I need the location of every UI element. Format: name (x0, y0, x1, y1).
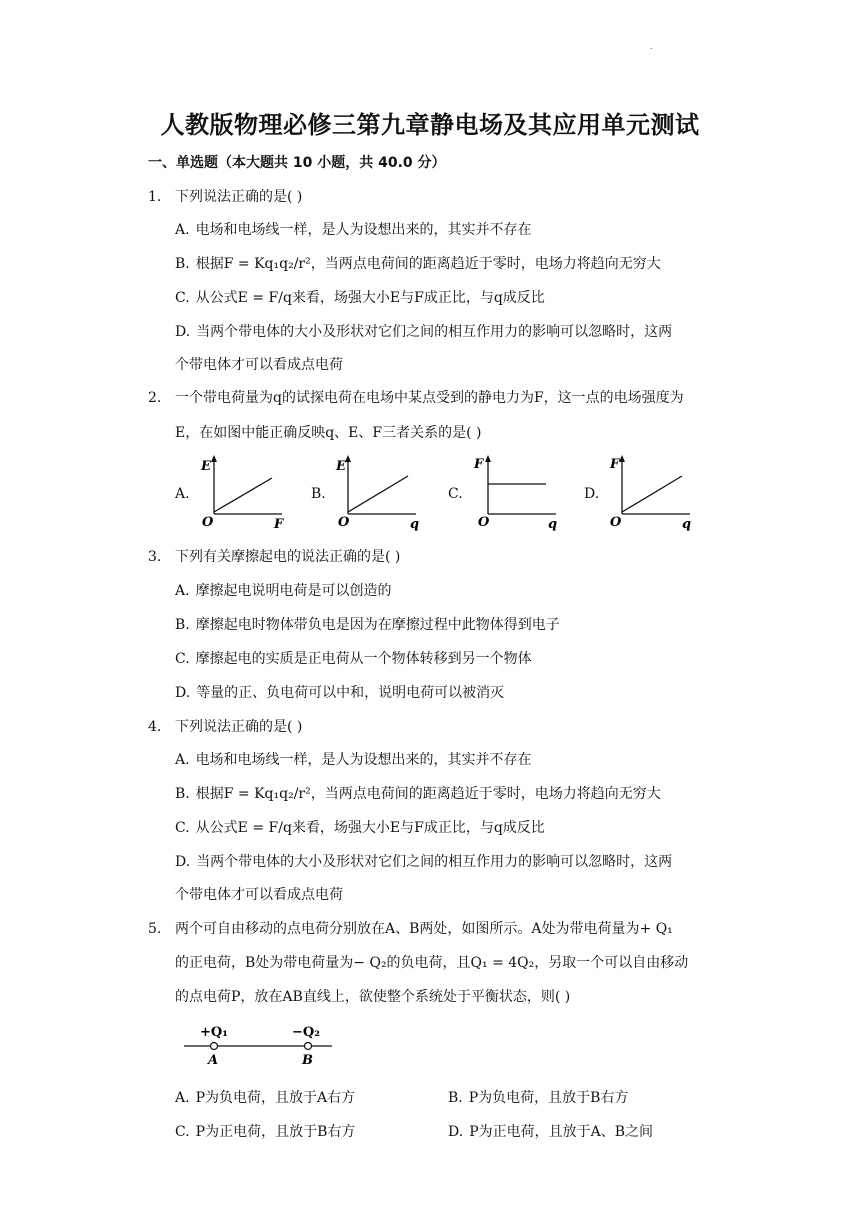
axis-y-label: E (201, 459, 211, 474)
option-c (175, 649, 532, 669)
option-text: 当两个带电体的大小及形状对它们之间的相互作用力的影响可以忽略时，这两 (196, 324, 673, 340)
option-label: B. (175, 786, 190, 802)
graph-label-b: B. (311, 486, 326, 502)
option-a (175, 750, 532, 770)
option-b (175, 615, 560, 635)
option-text: 电场和电场线一样，是人为设想出来的，其实并不存在 (195, 222, 532, 238)
option-d (448, 1122, 653, 1142)
option-text: P为正电荷，且放于A、B之间 (469, 1124, 654, 1140)
option-text: P为负电荷，且放于A右方 (195, 1090, 356, 1106)
option-b (448, 1088, 628, 1108)
option-label: C. (175, 820, 190, 836)
point-a-label: A (208, 1053, 219, 1068)
option-b (175, 784, 661, 804)
option-d (175, 322, 672, 342)
option-text: 摩擦起电的实质是正电荷从一个物体转移到另一个物体 (195, 651, 532, 667)
option-c (175, 818, 545, 838)
question-stem: 下列说法正确的是( ) (175, 719, 303, 735)
option-text: 当两个带电体的大小及形状对它们之间的相互作用力的影响可以忽略时，这两 (196, 854, 673, 870)
graph-label-d: D. (584, 486, 600, 502)
axis-y-label: F (474, 457, 484, 472)
question-stem: 一个带电荷量为q的试探电荷在电场中某点受到的静电力为F，这一点的电场强度为 (175, 390, 684, 406)
question-number: 3. (148, 549, 162, 565)
axis-x-label: q (410, 517, 420, 532)
option-a (175, 581, 392, 601)
option-text: 根据F = Kq₁q₂/r²，当两点电荷间的距离趋近于零时，电场力将趋向无穷大 (195, 256, 661, 272)
axis-y-label: E (336, 459, 346, 474)
option-text: 从公式E = F/q来看，场强大小E与F成正比，与q成反比 (195, 290, 545, 306)
question-stem-continued: 的正电荷，B处为带电荷量为− Q₂的负电荷，且Q₁ = 4Q₂，另取一个可以自由移动 (175, 955, 689, 971)
origin-label: O (610, 515, 622, 530)
charges-diagram (180, 1020, 340, 1070)
graph-label-c: C. (448, 486, 463, 502)
charge-a-label: +Q₁ (200, 1025, 228, 1040)
option-a (175, 1088, 355, 1108)
option-label: B. (448, 1090, 463, 1106)
option-text: P为正电荷，且放于B右方 (195, 1124, 356, 1140)
option-label: B. (175, 256, 190, 272)
question-number: 1. (148, 189, 162, 205)
question-stem: 下列有关摩擦起电的说法正确的是( ) (175, 549, 401, 565)
axis-x-label: F (274, 517, 284, 532)
option-text: 摩擦起电说明电荷是可以创造的 (195, 583, 392, 599)
graph-a (198, 452, 294, 532)
option-label: C. (175, 651, 190, 667)
option-label: A. (175, 222, 190, 238)
page-title: 人教版物理必修三第九章静电场及其应用单元测试 (160, 111, 700, 139)
origin-label: O (478, 515, 490, 530)
option-a (175, 220, 532, 240)
axis-x-label: q (548, 517, 558, 532)
option-text: 从公式E = F/q来看，场强大小E与F成正比，与q成反比 (195, 820, 545, 836)
option-d-continued: 个带电体才可以看成点电荷 (175, 887, 343, 903)
option-label: C. (175, 1124, 190, 1140)
option-d (175, 683, 504, 703)
question-stem-continued-2: 的点电荷P，放在AB直线上，欲使整个系统处于平衡状态，则( ) (175, 989, 571, 1005)
graph-label-a: A. (175, 486, 190, 502)
question-number: 2. (148, 390, 162, 406)
question-stem: 两个可自由移动的点电荷分别放在A、B两处，如图所示。A处为带电荷量为+ Q₁ (175, 921, 673, 937)
question-stem-continued: E，在如图中能正确反映q、E、F三者关系的是( ) (175, 425, 482, 441)
point-b-label: B (302, 1053, 313, 1068)
question-number: 5. (148, 921, 162, 937)
option-label: D. (175, 685, 191, 701)
origin-label: O (338, 515, 350, 530)
option-label: C. (175, 290, 190, 306)
graph-d (604, 452, 700, 532)
charge-b-label: −Q₂ (292, 1025, 320, 1040)
option-text: 电场和电场线一样，是人为设想出来的，其实并不存在 (195, 752, 532, 768)
option-text: P为负电荷，且放于B右方 (468, 1090, 629, 1106)
option-label: A. (175, 752, 190, 768)
option-text: 摩擦起电时物体带负电是因为在摩擦过程中此物体得到电子 (195, 617, 560, 633)
option-label: A. (175, 1090, 190, 1106)
option-c (175, 1122, 355, 1142)
question-number: 4. (148, 719, 162, 735)
option-label: A. (175, 583, 190, 599)
axis-y-label: F (610, 457, 620, 472)
option-c (175, 288, 545, 308)
question-stem: 下列说法正确的是( ) (175, 189, 303, 205)
axis-x-label: q (682, 517, 692, 532)
graph-b (330, 452, 426, 532)
corner-mark: . (650, 42, 653, 51)
section-heading: 一、单选题（本大题共 10 小题，共 40.0 分） (148, 155, 446, 171)
option-text: 等量的正、负电荷可以中和，说明电荷可以被消灭 (196, 685, 505, 701)
origin-label: O (202, 515, 214, 530)
option-d-continued: 个带电体才可以看成点电荷 (175, 357, 343, 373)
option-label: D. (175, 854, 191, 870)
option-text: 根据F = Kq₁q₂/r²，当两点电荷间的距离趋近于零时，电场力将趋向无穷大 (195, 786, 661, 802)
option-label: D. (448, 1124, 464, 1140)
graph-c (470, 452, 566, 532)
option-label: B. (175, 617, 190, 633)
option-label: D. (175, 324, 191, 340)
option-b (175, 254, 661, 274)
option-d (175, 852, 672, 872)
